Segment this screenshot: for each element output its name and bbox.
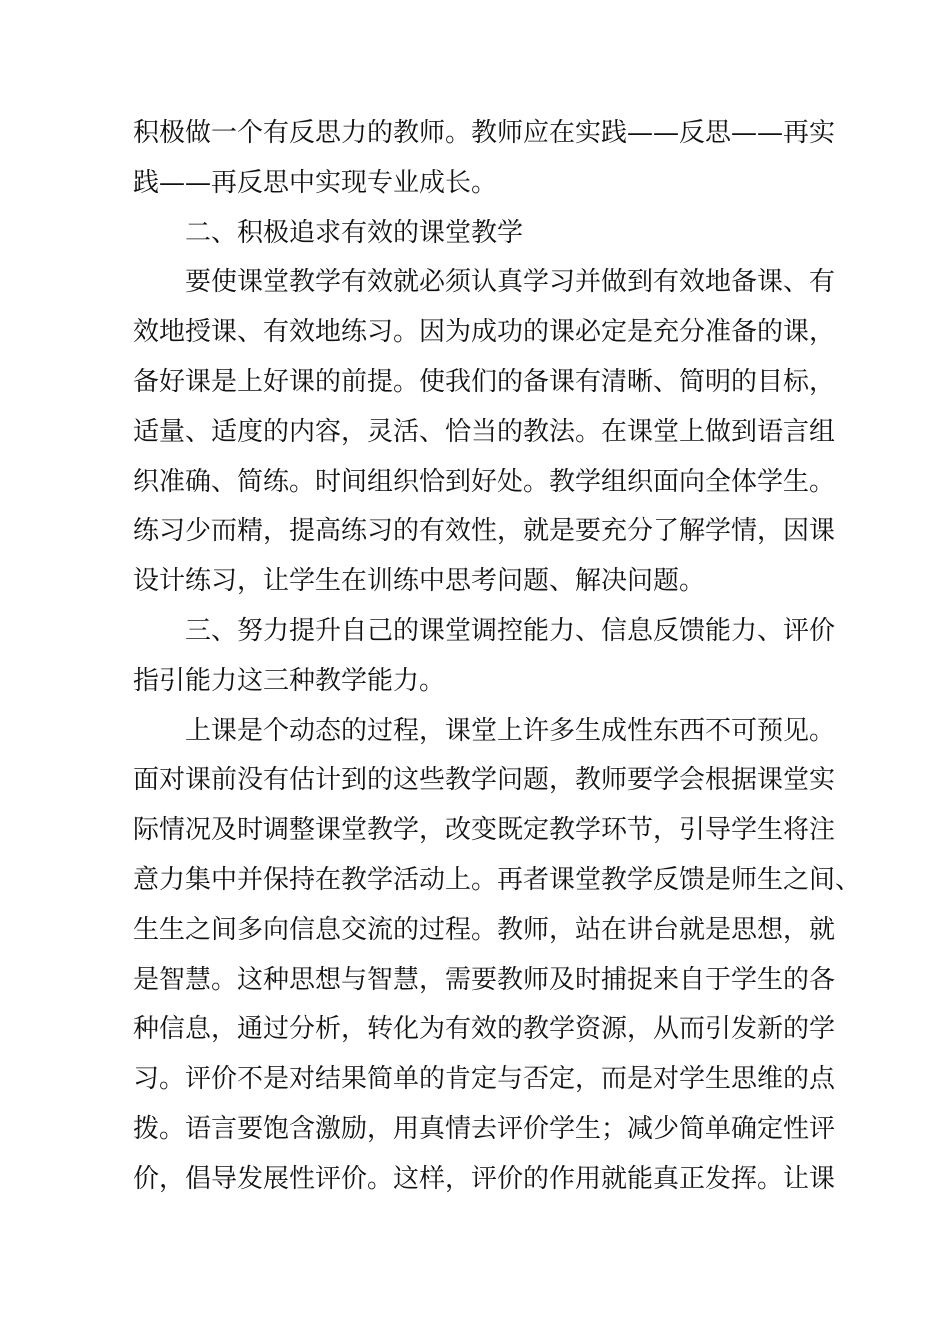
text-line: 适量、适度的内容，灵活、恰当的教法。在课堂上做到语言组 xyxy=(133,416,836,447)
text-line: 是智慧。这种思想与智慧，需要教师及时捕捉来自于学生的各 xyxy=(133,964,836,995)
text-line: 生生之间多向信息交流的过程。教师，站在讲台就是思想，就 xyxy=(133,914,836,945)
text-line: 积极做一个有反思力的教师。教师应在实践——反思——再实 xyxy=(133,118,836,148)
text-line: 二、积极追求有效的课堂教学 xyxy=(185,217,524,248)
text-line: 效地授课、有效地练习。因为成功的课必定是充分准备的课， xyxy=(133,317,836,348)
text-line: 面对课前没有估计到的这些教学问题，教师要学会根据课堂实 xyxy=(133,765,836,796)
text-line: 指引能力这三种教学能力。 xyxy=(133,665,446,696)
text-line: 备好课是上好课的前提。使我们的备课有清晰、简明的目标， xyxy=(133,366,836,397)
text-line: 上课是个动态的过程，课堂上许多生成性东西不可预见。 xyxy=(185,715,836,746)
text-line: 练习少而精，提高练习的有效性，就是要充分了解学情，因课 xyxy=(133,516,836,547)
text-line: 种信息，通过分析，转化为有效的教学资源，从而引发新的学 xyxy=(133,1014,836,1045)
text-line: 设计练习，让学生在训练中思考问题、解决问题。 xyxy=(133,566,706,597)
text-line: 拨。语言要饱含激励，用真情去评价学生；减少简单确定性评 xyxy=(133,1113,836,1144)
text-line: 织准确、简练。时间组织恰到好处。教学组织面向全体学生。 xyxy=(133,466,836,497)
text-line: 要使课堂教学有效就必须认真学习并做到有效地备课、有 xyxy=(185,267,836,298)
text-line: 价，倡导发展性评价。这样，评价的作用就能真正发挥。让课 xyxy=(133,1163,836,1194)
text-line: 践——再反思中实现专业成长。 xyxy=(133,167,498,198)
document-body xyxy=(133,109,862,1205)
text-line: 际情况及时调整课堂教学，改变既定教学环节，引导学生将注 xyxy=(133,815,836,846)
text-line: 习。评价不是对结果简单的肯定与否定，而是对学生思维的点 xyxy=(133,1064,836,1095)
text-line: 三、努力提升自己的课堂调控能力、信息反馈能力、评价 xyxy=(185,615,836,646)
text-line: 意力集中并保持在教学活动上。再者课堂教学反馈是师生之间、 xyxy=(133,864,862,895)
